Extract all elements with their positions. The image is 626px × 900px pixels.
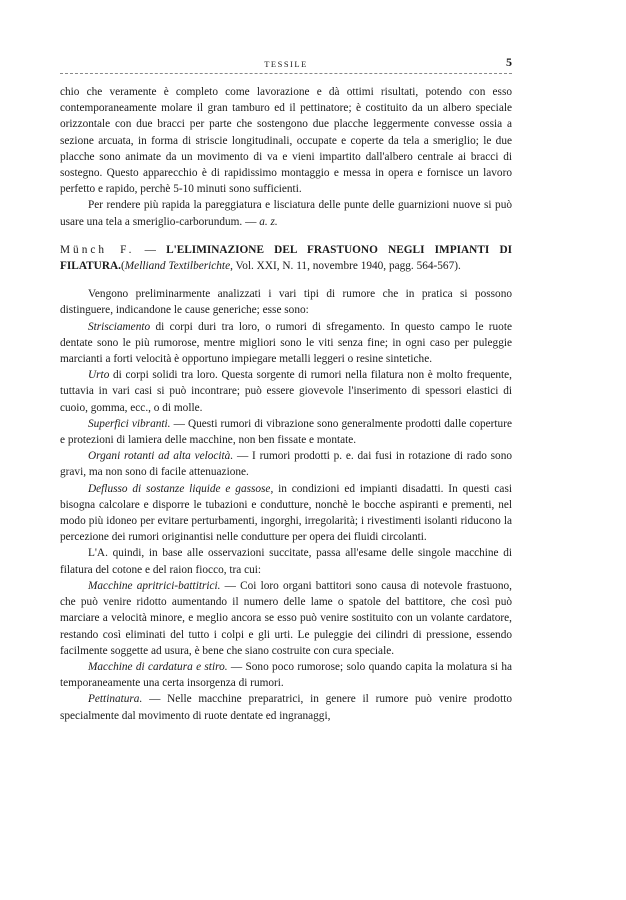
paragraph-text: di corpi duri tra loro, o rumori di sfregamento. In questo campo le ruote dentate sono le più rumorose, mentre migliori sono le viti senza fine; in ogni caso per puleggie marcianti a forti velocità è opportuno impiegare metalli leggeri o resine sintetiche. [60,320,512,366]
paragraph-text: Per rendere più rapida la pareggiatura e lisciatura delle punte delle guarnizioni nuove si può usare una tela a smeriglio-carborundum. — [60,199,512,228]
paragraph-lead: Urto [88,369,110,382]
page-number: 5 [506,55,512,69]
paragraph-lead: Macchine di cardatura e stiro. [88,660,228,673]
paragraph-text: — Coi loro organi battitori sono causa di notevole frastuono, che può venire ridotto aumentando il numero delle lame o spatole del battitore, che così può marciare a velocità minore, e meglio ancora se esso può venire sostituito con un volante cardatore, restando così eliminati del tutto i colpi e gli urti. Le puleggie dei cilindri di pressione, essendo facilmente soggette ad usura, è bene che siano costruite con cura speciale. [60,579,512,657]
header-title: TESSILE [264,59,308,69]
source-journal: Melliand Textilberichte [124,260,231,273]
paragraph-text: — Nelle macchine preparatrici, in genere il rumore può venire prodotto specialmente dal movimento di ruote dentate ed ingranaggi, [60,693,512,722]
paragraph [60,691,512,723]
paragraph [60,367,512,416]
paragraph [60,448,512,480]
author-initials: a. z. [259,215,278,228]
paragraph [60,659,512,691]
paragraph [60,578,512,659]
paragraph [60,416,512,448]
paragraph [60,319,512,368]
section-gap [60,274,512,286]
paragraph-lead: Deflusso di sostanze liquide e gassose, [88,482,274,495]
running-header [60,55,512,74]
article-title: L'ELIMINAZIONE DEL FRASTUONO NEGLI IMPIANTI DI FILATURA. [60,243,512,273]
paragraph: Vengono preliminarmente analizzati i vari tipi di rumore che in pratica si possono distinguere, indicandone le cause generiche; esse sono: [60,288,512,317]
paragraph-lead: Macchine apritrici-battitrici. [88,579,221,592]
source-details: , Vol. XXI, N. 11, novembre 1940, pagg. 564-567). [230,260,461,273]
article-heading [60,242,512,274]
paragraph-lead: Organi rotanti ad alta velocità. [88,450,234,463]
paragraph-text: in condizioni ed impianti disadatti. In questi casi bisogna calcolare e disporre le tubazioni e condutture, nonchè le bocche aspiranti e prementi, nel modo più idoneo per evitare perturbamenti, ingorghi, irregolarità; i rivestimenti isolanti riducono la percezione dei rumori originantisi nelle condutture per opera dei fluidi circolanti. [60,482,512,544]
article-author: Münch F. [60,243,135,256]
page [60,55,512,724]
paragraph-lead: Superfici vibranti. [88,417,171,430]
text-body [60,84,512,724]
paragraph-continued: chio che veramente è completo come lavorazione e dà ottimi risultati, potendo con esso contemporaneamente molare il gran tamburo ed il pettinatore; è costituito da un albero speciale orizzontale con due bracci per parte che sostengono due placche leggermente convesse ossia a sezione arcuata, in forma di striscie longitudinali, occupate e coperte da tela a smeriglio; le due placche sono animate da un movimento di va e vieni impartito dall'albero centrale ai bracci di sostegno. Questo apparecchio è di rapidissimo montaggio e messa in opera e fornisce un lavoro perfetto e rapido, perchè 5-10 minuti sono sufficienti. [60,86,512,196]
heading-dash: — [134,243,167,256]
paragraph-text: di corpi solidi tra loro. Questa sorgente di rumori nella filatura non è molto frequente, tuttavia in vari casi si può incontrare; può essere giovevole l'inserimento di spessori elastici di cuoio, gomma, ecc., o di molle. [60,369,512,414]
source-open: ( [121,260,125,273]
paragraph-text: — Sono poco rumorose; solo quando capita la molatura si ha temporaneamente una certa insorgenza di rumori. [60,660,512,690]
paragraph [60,197,512,229]
paragraph-text: — Questi rumori di vibrazione sono generalmente prodotti dalle coperture e protezioni di lamiera delle macchine, non ben fissate e montate. [60,417,512,447]
paragraph-lead: Pettinatura. [88,693,143,706]
section-gap [60,230,512,242]
paragraph-lead: Strisciamento [88,320,151,333]
paragraph [60,481,512,546]
paragraph-text: — I rumori prodotti p. e. dai fusi in rotazione di rado sono gravi, ma non sono di facile attenuazione. [60,450,512,479]
paragraph: L'A. quindi, in base alle osservazioni succitate, passa all'esame delle singole macchine di filatura del cotone e del raion fiocco, tra cui: [60,547,512,576]
